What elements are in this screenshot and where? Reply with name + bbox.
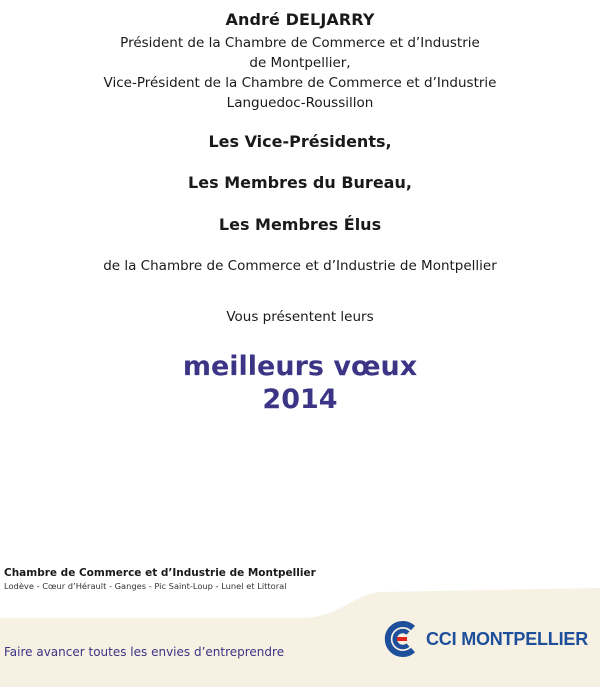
cci-logo: [382, 620, 596, 660]
president-title-line: Vice-Président de la Chambre de Commerce et d’Industrie: [103, 75, 497, 91]
elected-members-heading: Les Membres Élus: [218, 215, 382, 234]
cci-line: de la Chambre de Commerce et d’Industrie de Montpellier: [103, 258, 497, 274]
footer-title: Chambre de Commerce et d’Industrie de Montpellier: [4, 567, 316, 579]
president-titles: [0, 33, 600, 113]
cci-logo-text: CCI MONTPELLIER: [426, 629, 588, 649]
cci-logo-icon: [382, 620, 420, 658]
bureau-members-heading: Les Membres du Bureau,: [188, 173, 412, 192]
wishes-text: meilleurs vœux: [182, 351, 418, 382]
present-line: Vous présentent leurs: [226, 309, 374, 325]
president-title-line: Languedoc-Roussillon: [226, 95, 374, 111]
vice-presidents-heading: Les Vice-Présidents,: [208, 132, 392, 151]
president-name: André DELJARRY: [225, 10, 375, 29]
president-title-line: de Montpellier,: [249, 55, 351, 71]
tagline: Faire avancer toutes les envies d’entreprendre: [4, 645, 285, 659]
wishes-year: 2014: [262, 384, 338, 415]
footer-subtitle: Lodève - Cœur d’Hérault - Ganges - Pic Saint-Loup - Lunel et Littoral: [4, 581, 287, 591]
president-title-line: Président de la Chambre de Commerce et d’Industrie: [120, 35, 480, 51]
